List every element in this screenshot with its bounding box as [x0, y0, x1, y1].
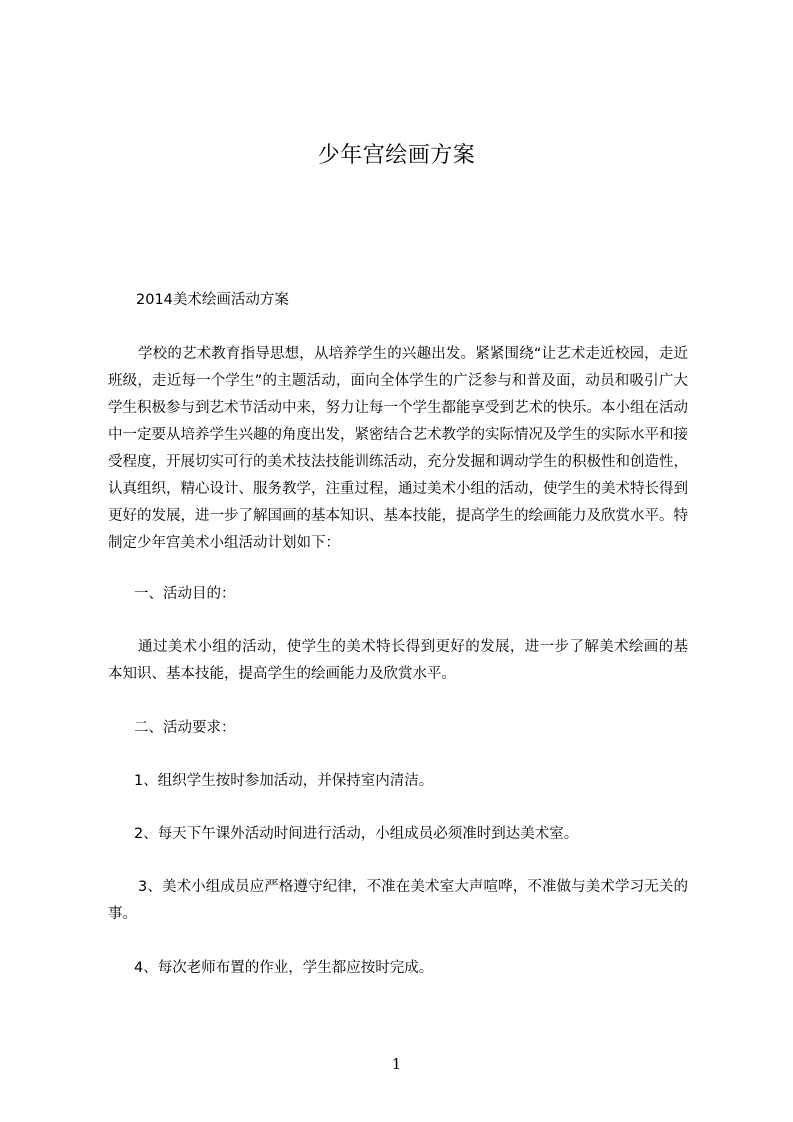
intro-paragraph: 学校的艺术教育指导思想，从培养学生的兴趣出发。紧紧围绕“让艺术走近校园，走近班级，走近每一个学生”的主题活动，面向全体学生的广泛参与和普及面，动员和吸引广大学生积极参与到艺术节活动中来，努力让每一个学生都能享受到艺术的快乐。本小组在活动中一定要从培养学生兴趣的角度出发，紧密结合艺术教学的实际情况及学生的实际水平和接受程度，开展切实可行的美术技法技能训练活动，充分发掘和调动学生的积极性和创造性，认真组织，精心设计、服务教学，注重过程，通过美术小组的活动，使学生的美术特长得到更好的发展，进一步了解国画的基本知识、基本技能，提高学生的绘画能力及欣赏水平。特制定少年宫美术小组活动计划如下：	[108, 346, 688, 551]
requirement-item: 1、组织学生按时参加活动，并保持室内清洁。	[134, 773, 434, 789]
requirement-item: 4、每次老师布置的作业，学生都应按时完成。	[134, 960, 434, 976]
requirement-item: 2、每天下午课外活动时间进行活动，小组成员必须准时到达美术室。	[134, 826, 579, 842]
document-subtitle: 2014美术绘画活动方案	[136, 292, 289, 308]
page-number: 1	[391, 1055, 402, 1073]
section-heading-requirements: 二、活动要求：	[134, 720, 236, 736]
document-title: 少年宫绘画方案	[317, 143, 476, 168]
section-heading-goal: 一、活动目的：	[134, 586, 236, 602]
goal-paragraph: 通过美术小组的活动，使学生的美术特长得到更好的发展，进一步了解美术绘画的基本知识、基本技能，提高学生的绘画能力及欣赏水平。	[108, 639, 688, 682]
requirement-item: 3、美术小组成员应严格遵守纪律，不准在美术室大声喧哗，不准做与美术学习无关的事。	[108, 879, 688, 922]
